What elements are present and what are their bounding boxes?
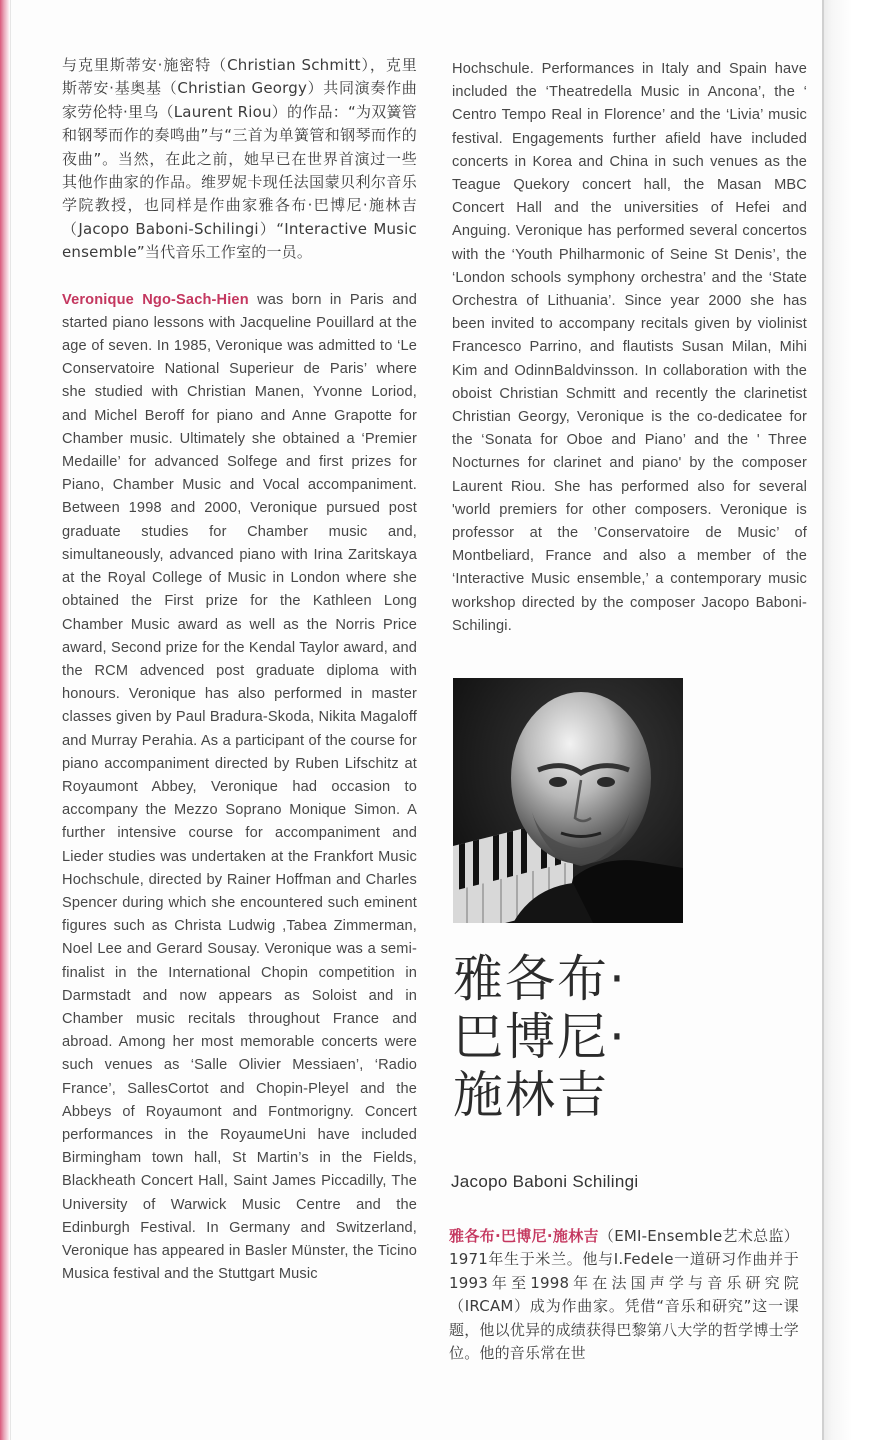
jacopo-bio-name: 雅各布·巴博尼·施林吉 <box>449 1227 599 1245</box>
portrait-image <box>453 678 683 923</box>
jacopo-bio-text: （EMI-Ensemble艺术总监）1971年生于米兰。他与I.Fedele一道研习作曲并于1993年至1998年在法国声学与音乐研究院（IRCAM）成为作曲家。凭借“音乐和研究”这一课题，他以优异的成绩获得巴黎第八大学的哲学博士学位。他的音乐常在世 <box>449 1227 799 1363</box>
heading-line-2: 巴博尼· <box>453 1008 627 1066</box>
jacopo-chinese-heading <box>453 950 753 1124</box>
jacopo-portrait-photo <box>453 678 683 923</box>
heading-line-1: 雅各布· <box>453 950 627 1008</box>
jacopo-chinese-bio <box>449 1225 799 1365</box>
next-page-edge <box>822 0 890 1440</box>
veronique-bio-continued: Hochschule. Performances in Italy and Spain have included the ‘Theatredella Music in Ancona’, the ‘ Centro Tempo Real in Florence’ and the ‘Livia’ music festival. Engagements further afield have included concerts in Korea and China in such venues as the Teague Quekory concert hall, the Masan MBC Concert Hall and the universities of Hefei and Anguing. Veronique has performed several concertos with the ‘Youth Philharmonic of Seine St Denis’, the ‘London schools symphony orchestra’ and the ‘State Orchestra of Lithuania’. Since year 2000 she has been invited to accompany recitals given by violinist Francesco Parrino, and flautists Susan Milan, Mihi Kim and OdinnBaldvinsson. In collaboration with the oboist Christian Schmitt and recently the clarinetist Christian Georgy, Veronique is the co-dedicatee for the ‘Sonata for Oboe and Piano’ and the ' Three Nocturnes for clarinet and piano' by the composer Laurent Riou. She has performed also for several 'world premiers for other composers. Veronique is professor at the ’Conservatoire de Music’ of Montbeliard, France and also a member of the ‘Interactive Music ensemble,’ a contemporary music workshop directed by the composer Jacopo Baboni-Schilingi. <box>452 61 807 634</box>
page-edge-binding <box>0 0 10 1440</box>
veronique-name: Veronique Ngo-Sach-Hien <box>62 291 249 308</box>
veronique-bio-text: was born in Paris and started piano lessons with Jacqueline Pouillard at the age of seven. In 1985, Veronique was admitted to ‘Le Conservatoire National Superieur de Paris’ where she studied with Christian Manen, Yvonne Loriod, and Michel Beroff for piano and Anne Grapotte for Chamber music. Ultimately she obtained a ‘Premier Medaille’ for advanced Solfege and first prizes for Piano, Chamber Music and Vocal accompaniment. Between 1998 and 2000, Veronique pursued post graduate studies for Chamber music and, simultaneously, advanced piano with Irina Zaritskaya at the Royal College of Music in London where she obtained the First prize for the Kathleen Long Chamber Music award as well as the Norris Price award, Second prize for the Kendal Taylor award, and the RCM advenced post graduate diploma with honours. Veronique has also performed in master classes given by Paul Bradura-Skoda, Nikita Magaloff and Murray Perahia. As a participant of the course for piano accompaniment directed by Ruben Lifschitz at Royaumont Abbey, Veronique had occasion to accompany the Mezzo Soprano Monique Simon. A further intensive course for accompaniment and Lieder studies was undertaken at the Frankfort Music Hochschule, directed by Rainer Hoffman and Charles Spencer during which she encountered such eminent figures such as Christa Ludwig ,Tabea Zimmerman, Noel Lee and Gerard Sousay. Veronique was a semi-finalist in the International Chopin competition in Darmstadt and now appears as Soloist and in Chamber music recitals throughout France and abroad. Among her most memorable concerts were such venues as ‘Salle Olivier Messiaen’, ‘Radio France’, SallesCortot and Chopin-Pleyel and the Abbeys of Royaumont and Fontmorigny. Concert performances in the RoyaumeUni have included Birmingham town hall, St Martin’s in the Fields, Blackheath Concert Hall, Saint James Piccadilly, The University of Warwick Music Centre and the Edinburgh Festival. In Germany and Switzerland, Veronique has appeared in Basler Münster, the Ticino Musica festival and the Stuttgart Music <box>62 291 417 1283</box>
jacopo-bio-paragraph <box>449 1225 799 1365</box>
veronique-bio <box>62 289 417 1287</box>
left-column <box>62 54 417 1286</box>
right-column <box>452 58 807 638</box>
chinese-bio-paragraph: 与克里斯蒂安·施密特（Christian Schmitt），克里斯蒂安·基奥基（Christian Georgy）共同演奏作曲家劳伦特·里乌（Laurent Riou）的作品：“为双簧管和钢琴而作的奏鸣曲”与“三首为单簧管和钢琴而作的夜曲”。当然，在此之前，她早已在世界首演过一些其他作曲家的作品。维罗妮卡现任法国蒙贝利尔音乐学院教授，也同样是作曲家雅各布·巴博尼·施林吉（Jacopo Baboni-Schilingi）“Interactive Music ensemble”当代音乐工作室的一员。 <box>62 56 417 262</box>
heading-line-3: 施林吉 <box>453 1066 609 1124</box>
jacopo-english-name: Jacopo Baboni Schilingi <box>451 1172 639 1191</box>
